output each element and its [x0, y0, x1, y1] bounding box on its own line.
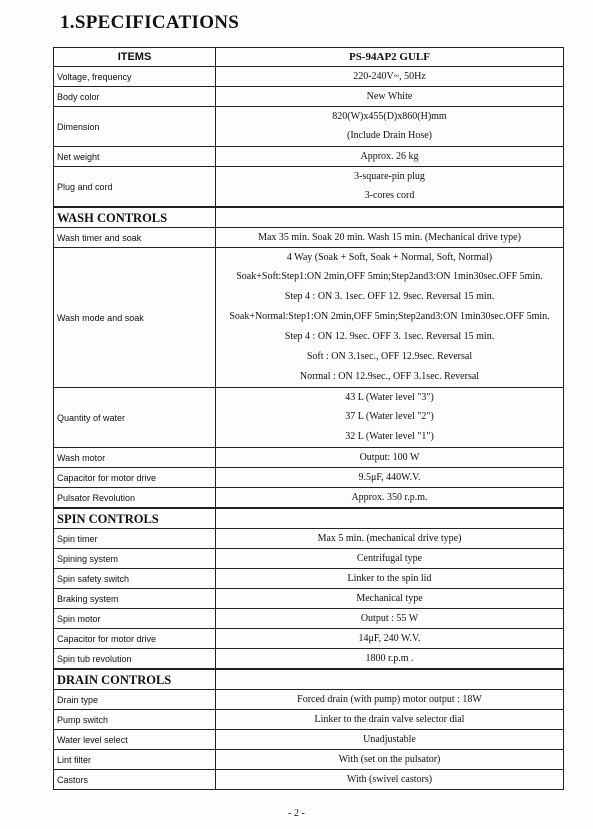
- spec-value: Step 4 : ON 3. 1sec. OFF 12. 9sec. Reversal 15 min.: [284, 291, 495, 302]
- table-header-row: [54, 48, 564, 67]
- spec-label: Wash mode and soak: [54, 248, 216, 388]
- table-row: [54, 488, 564, 509]
- spec-value: Step 4 : ON 12. 9sec. OFF 3. 1sec. Reversal 15 min.: [284, 331, 495, 342]
- table-row: [54, 468, 564, 488]
- spec-value: Linker to the drain valve selector dial: [216, 710, 564, 730]
- spec-value: 3-cores cord: [364, 190, 415, 201]
- table-row: [54, 529, 564, 549]
- spec-label: Capacitor for motor drive: [54, 468, 216, 488]
- spec-value: With (swivel castors): [216, 770, 564, 790]
- spec-value: Soak+Normal:Step1:ON 2min,OFF 5min;Step2and3:ON 1min30sec.OFF 5min.: [229, 311, 550, 322]
- table-row: [54, 710, 564, 730]
- specifications-table-body: [54, 48, 564, 790]
- spec-label: Pump switch: [54, 710, 216, 730]
- model-column-header: PS-94AP2 GULF: [349, 51, 430, 63]
- spec-value: Mechanical type: [216, 589, 564, 609]
- table-row: [54, 690, 564, 710]
- section-header-row: [54, 508, 564, 529]
- spec-value: Max 35 min. Soak 20 min. Wash 15 min. (Mechanical drive type): [216, 228, 564, 248]
- spec-label: Quantity of water: [54, 388, 216, 448]
- table-row: [54, 750, 564, 770]
- table-row: [54, 649, 564, 670]
- spec-value: Output: 100 W: [216, 448, 564, 468]
- spec-value: 220-240V~, 50Hz: [216, 67, 564, 87]
- page-title: 1.SPECIFICATIONS: [60, 12, 240, 33]
- section-spacer: [216, 207, 564, 228]
- section-header-row: [54, 207, 564, 228]
- section-title: WASH CONTROLS: [54, 207, 216, 228]
- table-row: [54, 589, 564, 609]
- spec-value: 43 L (Water level "3"): [216, 388, 564, 408]
- spec-label: Wash motor: [54, 448, 216, 468]
- table-row: [54, 770, 564, 790]
- spec-value: 9.5μF, 440W.V.: [216, 468, 564, 488]
- spec-value: With (set on the pulsator): [216, 750, 564, 770]
- table-row: [54, 549, 564, 569]
- spec-value: Approx. 350 r.p.m.: [216, 488, 564, 509]
- spec-label: Pulsator Revolution: [54, 488, 216, 509]
- spec-value: 4 Way (Soak + Soft, Soak + Normal, Soft, Normal): [216, 248, 564, 268]
- spec-label: Braking system: [54, 589, 216, 609]
- table-row: [54, 167, 564, 187]
- spec-value: New White: [216, 87, 564, 107]
- section-header-row: [54, 669, 564, 690]
- section-spacer: [216, 508, 564, 529]
- spec-label: Lint filter: [54, 750, 216, 770]
- spec-label: Wash timer and soak: [54, 228, 216, 248]
- table-row: [54, 67, 564, 87]
- spec-value: Soft : ON 3.1sec., OFF 12.9sec. Reversal: [306, 351, 473, 362]
- spec-value: Max 5 min. (mechanical drive type): [216, 529, 564, 549]
- spec-value: 14μF, 240 W.V.: [216, 629, 564, 649]
- items-column-header: ITEMS: [54, 48, 216, 67]
- spec-label: Capacitor for motor drive: [54, 629, 216, 649]
- table-row: [54, 609, 564, 629]
- spec-value: Forced drain (with pump) motor output : 18W: [216, 690, 564, 710]
- table-row: [54, 228, 564, 248]
- section-title: SPIN CONTROLS: [54, 508, 216, 529]
- spec-label: Spin timer: [54, 529, 216, 549]
- spec-label: Spin safety switch: [54, 569, 216, 589]
- spec-label: Castors: [54, 770, 216, 790]
- spec-value: 1800 r.p.m .: [216, 649, 564, 670]
- table-row: [54, 87, 564, 107]
- section-title: DRAIN CONTROLS: [54, 669, 216, 690]
- table-row: [54, 388, 564, 408]
- table-row: [54, 569, 564, 589]
- spec-value: Approx. 26 kg: [216, 147, 564, 167]
- spec-value: Output : 55 W: [216, 609, 564, 629]
- spec-label: Spin tub revolution: [54, 649, 216, 670]
- spec-value: 820(W)x455(D)x860(H)mm: [216, 107, 564, 127]
- spec-value: Centrifugal type: [216, 549, 564, 569]
- spec-label: Voltage, frequency: [54, 67, 216, 87]
- spec-label: Body color: [54, 87, 216, 107]
- spec-value: Soak+Soft:Step1:ON 2min,OFF 5min;Step2and3:ON 1min30sec.OFF 5min.: [236, 271, 543, 282]
- page-number: - 2 -: [288, 808, 305, 819]
- spec-value: 3-square-pin plug: [216, 167, 564, 187]
- specifications-table: [53, 47, 564, 790]
- table-row: [54, 107, 564, 127]
- spec-value: 37 L (Water level "2"): [345, 411, 434, 422]
- spec-label: Water level select: [54, 730, 216, 750]
- spec-value: (Include Drain Hose): [347, 130, 432, 141]
- spec-label: Plug and cord: [54, 167, 216, 208]
- spec-label: Dimension: [54, 107, 216, 147]
- spec-value: Linker to the spin lid: [216, 569, 564, 589]
- spec-value: Normal : ON 12.9sec., OFF 3.1sec. Reversal: [299, 371, 480, 382]
- table-row: [54, 629, 564, 649]
- table-row: [54, 448, 564, 468]
- spec-label: Spin motor: [54, 609, 216, 629]
- spec-value: Unadjustable: [216, 730, 564, 750]
- spec-label: Net weight: [54, 147, 216, 167]
- table-row: [54, 730, 564, 750]
- spec-value: 32 L (Water level "1"): [345, 431, 434, 442]
- section-spacer: [216, 669, 564, 690]
- table-row: [54, 248, 564, 268]
- spec-label: Drain type: [54, 690, 216, 710]
- table-row: [54, 147, 564, 167]
- spec-label: Spining system: [54, 549, 216, 569]
